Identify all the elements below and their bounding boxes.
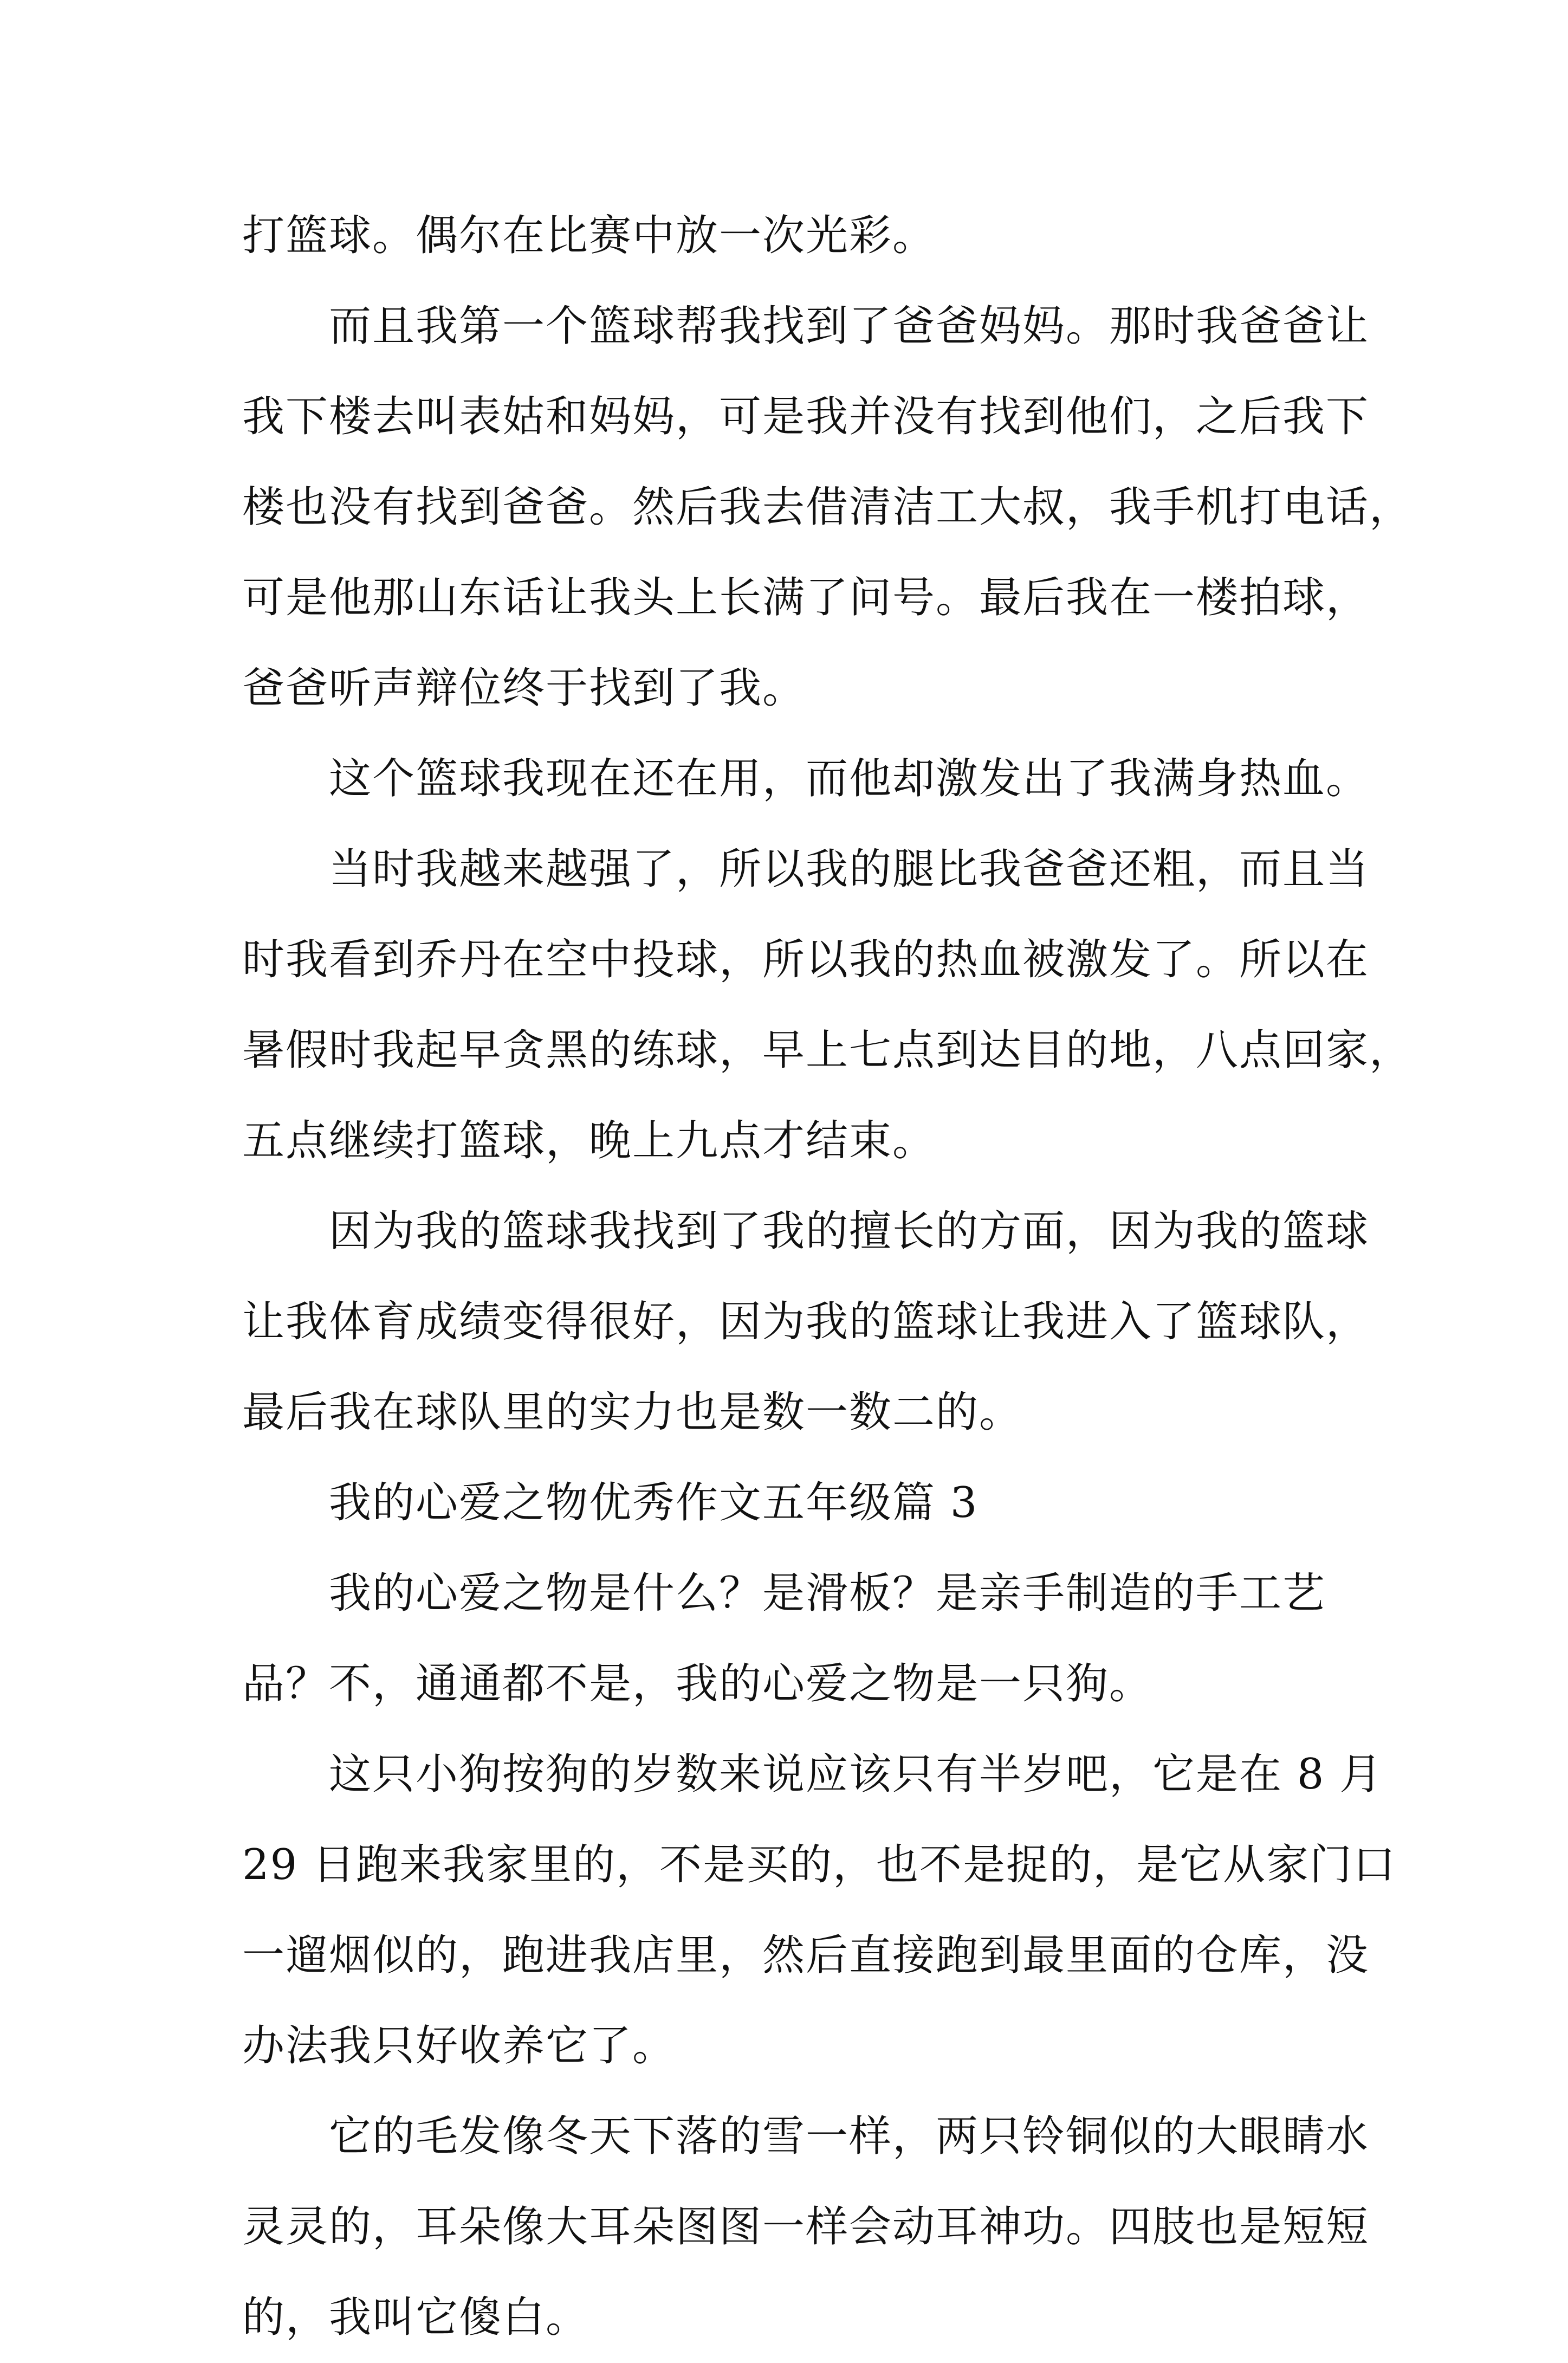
text-line: 因为我的篮球我找到了我的擅长的方面，因为我的篮球	[329, 1207, 1370, 1256]
text-line: 我的心爱之物是什么？是滑板？是亲手制造的手工艺	[329, 1569, 1326, 1618]
text-line: 这只小狗按狗的岁数来说应该只有半岁吧，它是在 8 月	[329, 1750, 1383, 1799]
text-line: 最后我在球队里的实力也是数一数二的。	[242, 1388, 1023, 1437]
text-line: 品？不，通通都不是，我的心爱之物是一只狗。	[242, 1660, 1153, 1708]
text-line: 爸爸听声辩位终于找到了我。	[242, 664, 806, 713]
text-line: 当时我越来越强了，所以我的腿比我爸爸还粗，而且当	[329, 845, 1370, 894]
text-line: 灵灵的，耳朵像大耳朵图图一样会动耳神功。四肢也是短短	[242, 2203, 1370, 2251]
text-line: 楼也没有找到爸爸。然后我去借清洁工大叔，我手机打电话，	[242, 483, 1413, 532]
section-heading: 我的心爱之物优秀作文五年级篇 3	[329, 1479, 979, 1527]
text-line: 五点继续打篮球，晚上九点才结束。	[242, 1116, 936, 1165]
text-line: 让我体育成绩变得很好，因为我的篮球让我进入了篮球队，	[242, 1297, 1370, 1346]
text-line: 可是他那山东话让我头上长满了问号。最后我在一楼拍球，	[242, 573, 1370, 622]
text-line: 办法我只好收养它了。	[242, 2022, 676, 2070]
text-line: 这个篮球我现在还在用，而他却激发出了我满身热血。	[329, 754, 1370, 803]
text-line: 时我看到乔丹在空中投球，所以我的热血被激发了。所以在	[242, 935, 1370, 984]
text-line: 打篮球。偶尔在比赛中放一次光彩。	[242, 211, 936, 260]
text-line: 暑假时我起早贪黑的练球，早上七点到达目的地，八点回家，	[242, 1026, 1413, 1075]
text-line: 而且我第一个篮球帮我找到了爸爸妈妈。那时我爸爸让	[329, 302, 1370, 351]
text-line: 29 日跑来我家里的，不是买的，也不是捉的，是它从家门口	[242, 1841, 1397, 1889]
body-text	[242, 191, 1413, 2363]
text-line: 一遛烟似的，跑进我店里，然后直接跑到最里面的仓库，没	[242, 1931, 1370, 1980]
text-line: 的，我叫它傻白。	[242, 2293, 589, 2342]
text-line: 我下楼去叫表姑和妈妈，可是我并没有找到他们，之后我下	[242, 392, 1370, 441]
text-line: 它的毛发像冬天下落的雪一样，两只铃铜似的大眼睛水	[329, 2112, 1370, 2161]
